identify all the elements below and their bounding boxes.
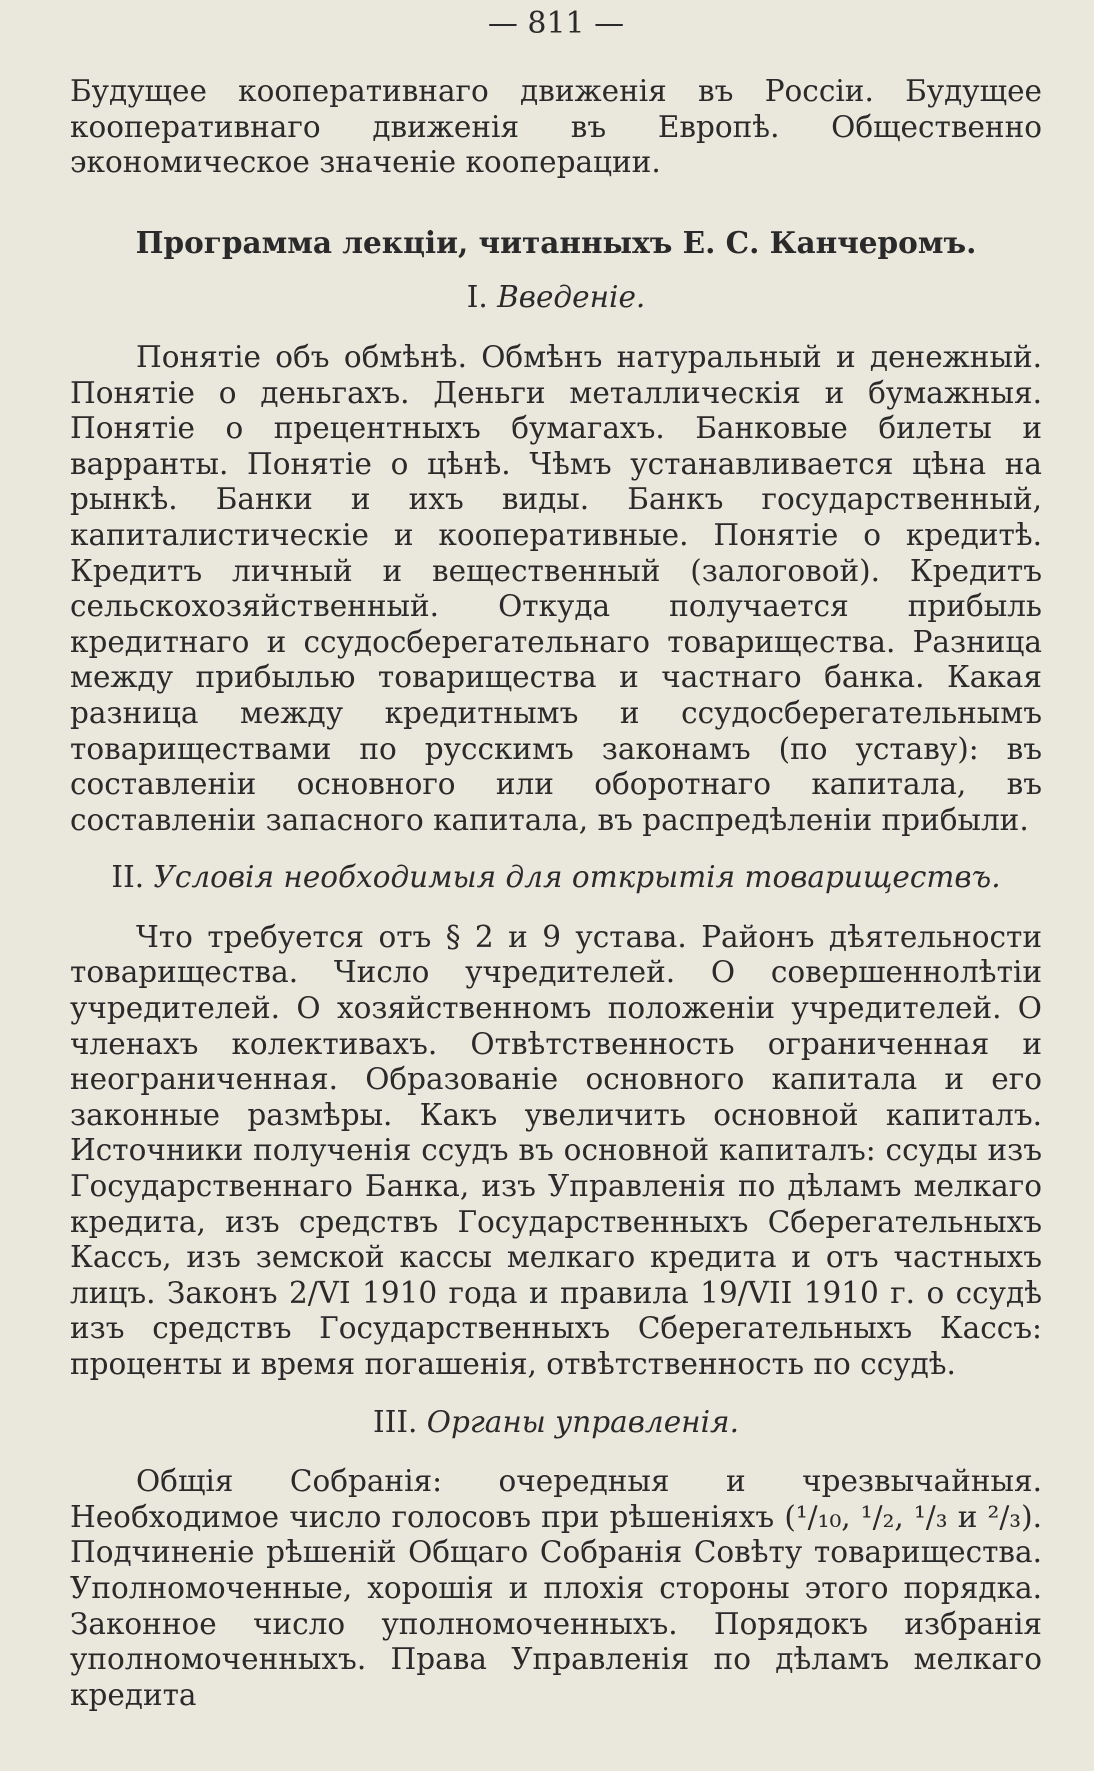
section-heading bbox=[70, 1405, 1042, 1441]
section-introduction bbox=[70, 280, 1042, 838]
section-paragraph: Общія Собранія: очередныя и чрезвычайныя. Необходимое число голосовъ при рѣшеніяхъ (¹/₁₀, ¹/₂, ¹/₃ и ²/₃). Подчиненіе рѣшеній Общаго Собранія Совѣту товарищества. Уполномоченные, хорошія и плохія стороны этого порядка. Законное число уполномоченныхъ. Порядокъ избранія уполномоченныхъ. Права Управленія по дѣламъ мелкаго кредита bbox=[70, 1464, 1042, 1712]
page-number: — 811 — bbox=[487, 6, 625, 41]
section-title: Условія необходимыя для открытія товариществъ. bbox=[153, 860, 1001, 895]
section-paragraph: Что требуется отъ § 2 и 9 устава. Районъ дѣятельности товарищества. Число учредителей. О совершеннолѣтіи учредителей. О хозяйственномъ положеніи учредителей. О членахъ колективахъ. Отвѣтственность ограниченная и неограниченная. Образованіе основного капитала и его законные размѣры. Какъ увеличить основной капиталъ. Источники полученія ссудъ въ основной капиталъ: ссуды изъ Государственнаго Банка, изъ Управленія по дѣламъ мелкаго кредита, изъ средствъ Государственныхъ Сберегательныхъ Кассъ, изъ земской кассы мелкаго кредита и отъ частныхъ лицъ. Законъ 2/VI 1910 года и правила 19/VII 1910 г. о ссудѣ изъ средствъ Государственныхъ Сберегательныхъ Кассъ: проценты и время погашенія, отвѣтственность по ссудѣ. bbox=[70, 919, 1042, 1381]
intro-paragraph: Будущее кооперативнаго движенія въ Россіи. Будущее кооперативнаго движенія въ Европѣ. Общественно экономическое значеніе кооперации. bbox=[70, 74, 1042, 180]
section-numeral: II. bbox=[111, 860, 145, 895]
section-heading bbox=[70, 280, 1042, 316]
section-title: Введеніе. bbox=[497, 280, 646, 315]
section-numeral: III. bbox=[373, 1404, 418, 1439]
section-governance bbox=[70, 1405, 1042, 1714]
section-conditions bbox=[70, 860, 1042, 1382]
program-title: Программа лекціи, читанныхъ Е. С. Канчеромъ. bbox=[135, 224, 977, 260]
section-numeral: I. bbox=[466, 280, 488, 315]
section-heading bbox=[70, 860, 1042, 896]
section-paragraph: Понятіе объ обмѣнѣ. Обмѣнъ натуральный и денежный. Понятіе о деньгахъ. Деньги металлическія и бумажныя. Понятіе о прецентныхъ бумагахъ. Банковые билеты и варранты. Понятіе о цѣнѣ. Чѣмъ устанавливается цѣна на рынкѣ. Банки и ихъ виды. Банкъ государственный, капиталистическіе и кооперативные. Понятіе о кредитѣ. Кредитъ личный и вещественный (залоговой). Кредитъ сельскохозяйственный. Откуда получается прибыль кредитнаго и ссудосберегательнаго товарищества. Разница между прибылью товарищества и частнаго банка. Какая разница между кредитнымъ и ссудосберегательнымъ товариществами по русскимъ законамъ (по уставу): въ составленіи основного или оборотнаго капитала, въ составленіи запасного капитала, въ распредѣленіи прибыли. bbox=[70, 339, 1042, 837]
section-title: Органы управленія. bbox=[426, 1404, 739, 1439]
